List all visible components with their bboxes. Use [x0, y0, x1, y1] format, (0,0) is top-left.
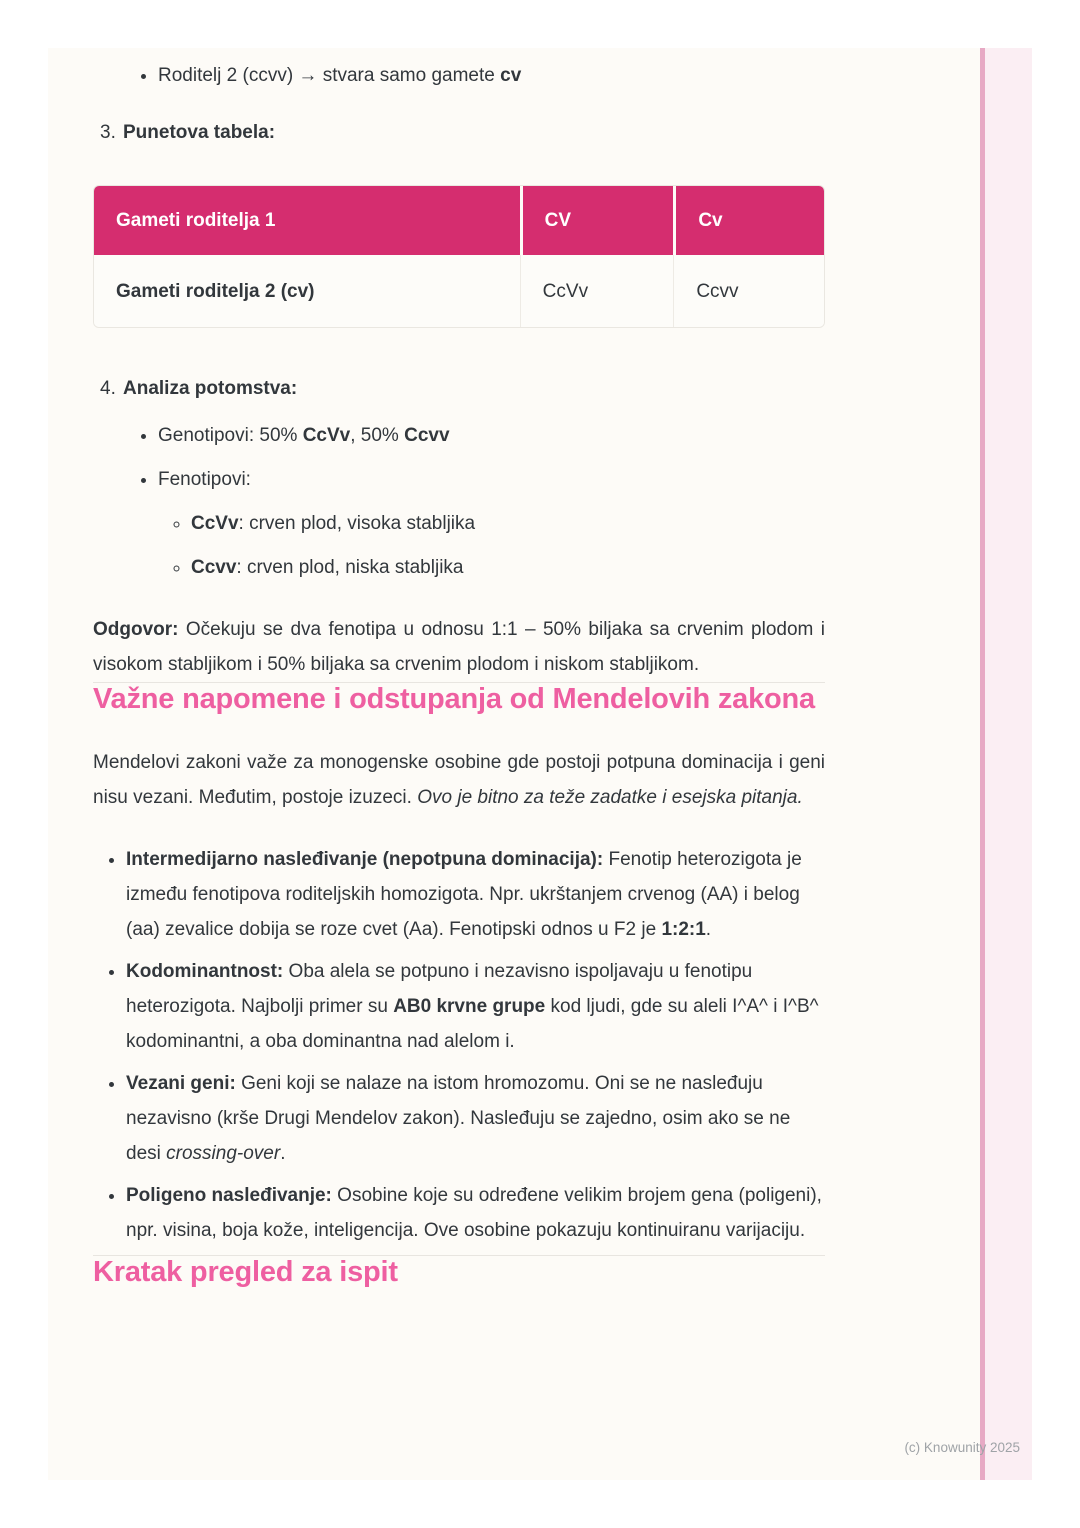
- section-heading: Kratak pregled za ispit: [93, 1256, 398, 1288]
- list-item: [126, 1178, 825, 1248]
- list-item-text: Kodominantnost: Oba alela se potpuno i nezavisno ispoljavaju u fenotipu heterozigota. Najbolji primer su AB0 krvne grupe kod ljudi, gde su aleli I^A^ i I^B^ kodominantni, a oba dominantna nad alelom i.: [126, 961, 819, 1052]
- numbered-item-marker: 3.: [100, 122, 116, 143]
- phenotype-sublist: [158, 506, 825, 585]
- table-cell: CcVv: [520, 255, 674, 327]
- list-item: [158, 462, 825, 585]
- table-header-cell: Cv: [673, 186, 824, 255]
- list-item-text: Roditelj 2 (ccvv) → stvara samo gamete cv: [158, 65, 522, 86]
- page-content: [93, 48, 825, 1288]
- answer-paragraph: Odgovor: Očekuju se dva fenotipa u odnosu 1:1 – 50% biljaka sa crvenim plodom i visokom stabljikom i 50% biljaka sa crvenim plodom i niskom stabljikom.: [93, 619, 825, 675]
- table-cell: Ccvv: [673, 255, 824, 327]
- list-item: [126, 954, 825, 1059]
- list-item-text: CcVv: crven plod, visoka stabljika: [191, 513, 476, 534]
- list-item: [158, 418, 825, 453]
- punnett-table: [93, 185, 825, 328]
- list-item-text: Fenotipovi:: [158, 469, 251, 490]
- numbered-item-title: Analiza potomstva:: [123, 378, 298, 399]
- list-item-text: Intermedijarno nasleđivanje (nepotpuna dominacija): Fenotip heterozigota je između fenotipova roditeljskih homozigota. Npr. ukrštanjem crvenog (AA) i belog (aa) zevalice dobija se roze cvet (Aa). Fenotipski odnos u F2 je 1:2:1.: [126, 849, 802, 940]
- list-item: [191, 506, 825, 541]
- page-accent-stripe: [980, 48, 1032, 1480]
- list-item: [126, 842, 825, 947]
- table-cell: Gameti roditelja 2 (cv): [94, 255, 520, 327]
- numbered-item-4: [93, 371, 825, 406]
- analysis-bullet-list: [93, 418, 825, 585]
- exceptions-bullet-list: [93, 842, 825, 1248]
- table-header-cell: CV: [520, 186, 674, 255]
- table-header-row: [94, 186, 824, 255]
- numbered-item-marker: 4.: [100, 378, 116, 399]
- table-header-cell: Gameti roditelja 1: [94, 186, 520, 255]
- numbered-item-title: Punetova tabela:: [123, 122, 276, 143]
- list-item-text: Vezani geni: Geni koji se nalaze na istom hromozomu. Oni se ne nasleđuju nezavisno (krše Drugi Mendelov zakon). Nasleđuju se zajedno, osim ako se ne desi crossing-over.: [126, 1073, 791, 1164]
- intro-bullet-list: [93, 58, 825, 93]
- list-item-text: Genotipovi: 50% CcVv, 50% Ccvv: [158, 425, 450, 446]
- document-page: [48, 48, 1032, 1480]
- copyright-watermark: (c) Knowunity 2025: [904, 1440, 1020, 1455]
- numbered-item-3: [93, 115, 825, 150]
- list-item-text: Poligeno nasleđivanje: Osobine koje su određene velikim brojem gena (poligeni), npr. visina, boja kože, inteligencija. Ove osobine pokazuju kontinuiranu varijaciju.: [126, 1185, 822, 1241]
- list-item: [191, 550, 825, 585]
- list-item: [158, 58, 825, 93]
- section-intro-paragraph: Mendelovi zakoni važe za monogenske osobine gde postoji potpuna dominacija i geni nisu vezani. Međutim, postoje izuzeci. Ovo je bitno za teže zadatke i esejska pitanja.: [93, 752, 825, 808]
- list-item: [126, 1066, 825, 1171]
- list-item-text: Ccvv: crven plod, niska stabljika: [191, 557, 464, 578]
- table-row: [94, 255, 824, 327]
- section-heading: Važne napomene i odstupanja od Mendelovih zakona: [93, 683, 815, 715]
